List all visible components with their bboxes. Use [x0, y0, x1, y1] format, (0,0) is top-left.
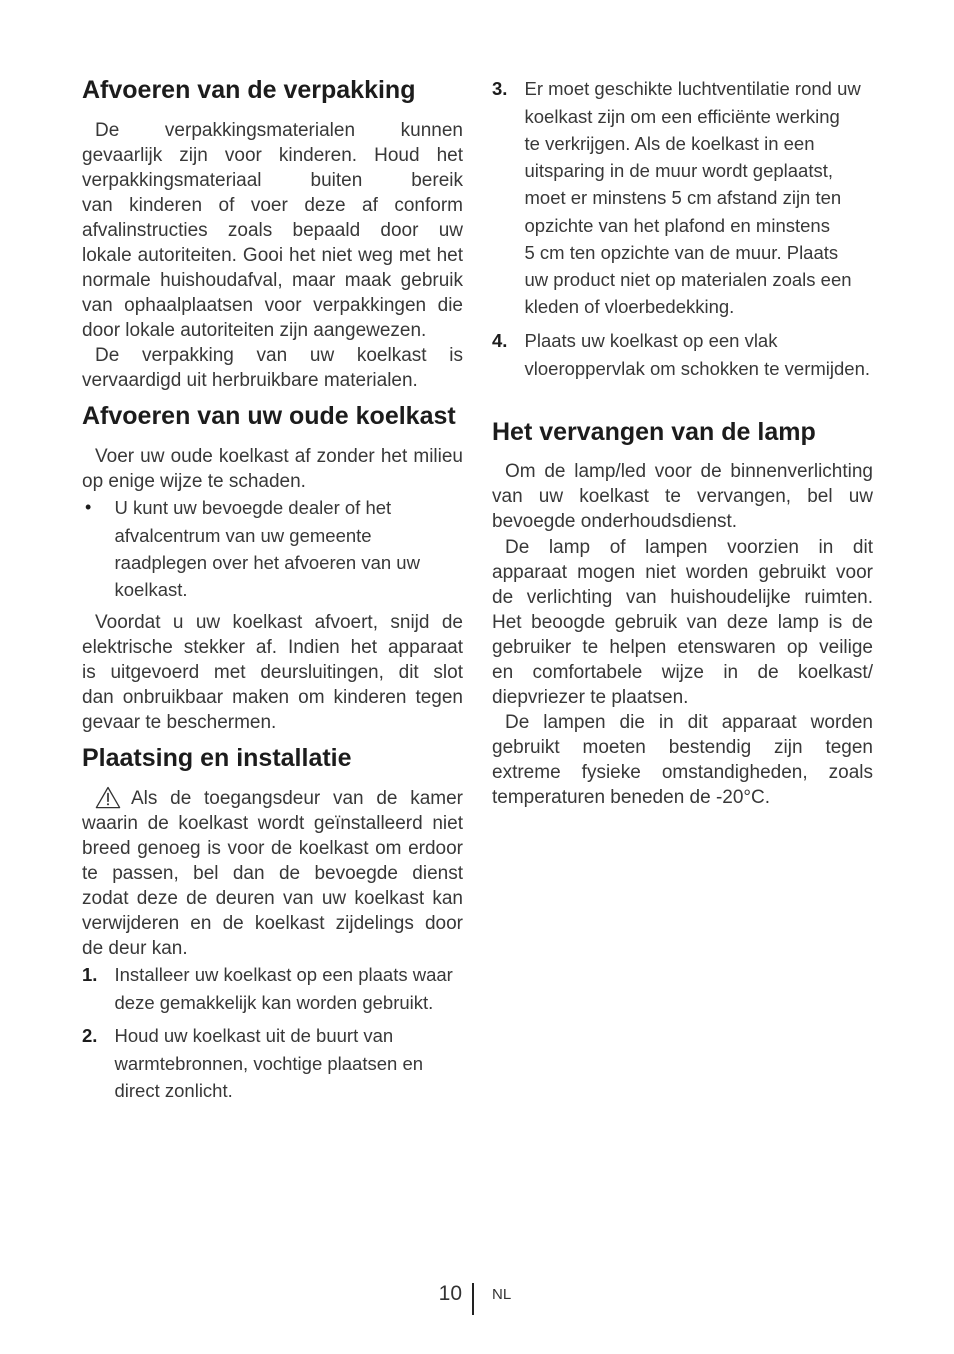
step-number: 1. [82, 964, 98, 986]
left-column [82, 0, 463, 1200]
text-line: temperaturen beneden de -20°C. [492, 786, 771, 808]
language-code: NL [492, 1286, 512, 1303]
text-line: afvalcentrum van uw gemeente [114, 524, 372, 546]
lamp-paragraph-1 [492, 459, 873, 534]
installation-step-2 [82, 1022, 463, 1104]
packaging-paragraph-1 [82, 118, 463, 343]
text-line: van kinderen of voer deze af conform [82, 194, 463, 216]
text-line: De verpakkingsmaterialen kunnen [95, 119, 463, 141]
packaging-paragraph-2 [82, 343, 463, 393]
text-line: De lamp of lampen voorzien in dit [505, 536, 873, 558]
text-line: dan onbruikbaar maken om kinderen tegen [82, 686, 463, 708]
text-line: en comfortabele wijze in de koelkast/ [492, 661, 873, 683]
text-line: moet er minstens 5 cm afstand zijn ten [524, 187, 842, 209]
text-line: door lokale autoriteiten zijn aangewezen. [82, 319, 427, 341]
text-line: raadplegen over het afvoeren van uw [114, 551, 420, 573]
text-line: Er moet geschikte luchtventilatie rond uw [524, 78, 861, 100]
text-line: Voordat u uw koelkast afvoert, snijd de [95, 611, 463, 633]
text-line: verwijderen en de koelkast zijdelings door [82, 912, 463, 934]
installation-step-3 [492, 75, 873, 320]
bullet-text [82, 494, 463, 603]
text-line: 5 cm ten opzichte van de muur. Plaats [524, 241, 839, 263]
step-number: 3. [492, 78, 508, 100]
text-line: uw product niet op materialen zoals een [524, 269, 852, 291]
text-line: vloeroppervlak om schokken te vermijden. [524, 357, 870, 379]
step-number: 4. [492, 330, 508, 352]
text-line: bevoegde onderhoudsdienst. [492, 510, 738, 532]
text-line: breed genoeg is voor de koelkast om erdoor [82, 837, 463, 859]
right-column [492, 0, 873, 1200]
text-line: vervaardigd uit herbruikbare materialen. [82, 369, 418, 391]
text-line: is uitgevoerd met deursluitingen, dit slot [82, 661, 463, 683]
text-line: De lampen die in dit apparaat worden [505, 711, 873, 733]
text-line: lokale autoriteiten. Gooi het niet weg met het [82, 244, 463, 266]
text-line: Installeer uw koelkast op een plaats waar [114, 964, 453, 986]
text-line: De verpakking van uw koelkast is [95, 344, 463, 366]
text-line: uitsparing in de muur wordt geplaatst, [524, 160, 834, 182]
text-line: opzichte van het plafond en minstens [524, 214, 830, 236]
step-text [82, 961, 463, 1016]
text-line: waarin de koelkast wordt geïnstalleerd niet [82, 812, 463, 834]
text-line: verpakkingsmateriaal buiten bereik [82, 169, 463, 191]
installation-step-4 [492, 327, 873, 382]
old-fridge-bullet-item [82, 494, 463, 603]
heading-installation: Plaatsing en installatie [82, 744, 352, 772]
installation-step-1 [82, 961, 463, 1016]
text-line: Als de toegangsdeur van de kamer [131, 787, 463, 809]
lamp-paragraph-3 [492, 710, 873, 810]
bullet-marker: • [85, 497, 92, 518]
text-line: extreme fysieke omstandigheden, zoals [492, 761, 873, 783]
text-line: de deur kan. [82, 937, 188, 959]
installation-warning [82, 786, 463, 961]
text-line: warmtebronnen, vochtige plaatsen en [114, 1052, 424, 1074]
text-line: koelkast zijn om een efficiënte werking [524, 105, 840, 127]
text-line: apparaat mogen niet worden gebruikt voor [492, 561, 873, 583]
text-line: te verkrijgen. Als de koelkast in een [524, 132, 815, 154]
heading-old-fridge-disposal: Afvoeren van uw oude koelkast [82, 402, 456, 430]
text-line: Plaats uw koelkast op een vlak [524, 330, 778, 352]
text-line: gevaar te beschermen. [82, 711, 277, 733]
step-number: 2. [82, 1025, 98, 1047]
step-text [492, 327, 873, 382]
text-line: U kunt uw bevoegde dealer of het [114, 497, 392, 519]
heading-lamp-replacement: Het vervangen van de lamp [492, 418, 816, 446]
text-line: Voer uw oude koelkast af zonder het milieu [95, 445, 463, 467]
text-line: afvalinstructies zoals bepaald door uw [82, 219, 463, 241]
warning-triangle-icon [95, 786, 121, 809]
text-line: deze gemakkelijk kan worden gebruikt. [114, 991, 434, 1013]
text-line: Het beoogde gebruik van deze lamp is de [492, 611, 873, 633]
text-line: van uw koelkast te vervangen, bel uw [492, 485, 873, 507]
lamp-paragraph-2 [492, 535, 873, 710]
text-line: Om de lamp/led voor de binnenverlichting [505, 460, 873, 482]
text-line: gebruiker te helpen etenswaren op veilige [492, 636, 873, 658]
text-line: direct zonlicht. [114, 1079, 233, 1101]
text-line: van ophaalplaatsen voor verpakkingen die [82, 294, 463, 316]
text-line: elektrische stekker af. Indien het apparaat [82, 636, 463, 658]
old-fridge-intro [82, 444, 463, 494]
text-line: te passen, bel dan de bevoegde dienst [82, 862, 463, 884]
text-line: gebruikt moeten bestendig zijn tegen [492, 736, 873, 758]
text-line: de verlichting van huishoudelijke ruimten. [492, 586, 873, 608]
page-number: 10 [438, 1282, 462, 1305]
step-text [82, 1022, 463, 1104]
text-line: Houd uw koelkast uit de buurt van [114, 1025, 394, 1047]
text-line: zodat deze de deuren van uw koelkast kan [82, 887, 463, 909]
text-line: kleden of vloerbedekking. [524, 296, 735, 318]
heading-packaging-disposal: Afvoeren van de verpakking [82, 76, 416, 104]
old-fridge-paragraph [82, 610, 463, 735]
text-line: koelkast. [114, 579, 188, 601]
footer-divider [472, 1283, 474, 1315]
step-text [492, 75, 873, 320]
text-line: gevaarlijk zijn voor kinderen. Houd het [82, 144, 463, 166]
text-line: normale huishoudafval, maar maak gebruik [82, 269, 463, 291]
text-line: diepvriezer te plaatsen. [492, 686, 689, 708]
text-line: op enige wijze te schaden. [82, 470, 306, 492]
